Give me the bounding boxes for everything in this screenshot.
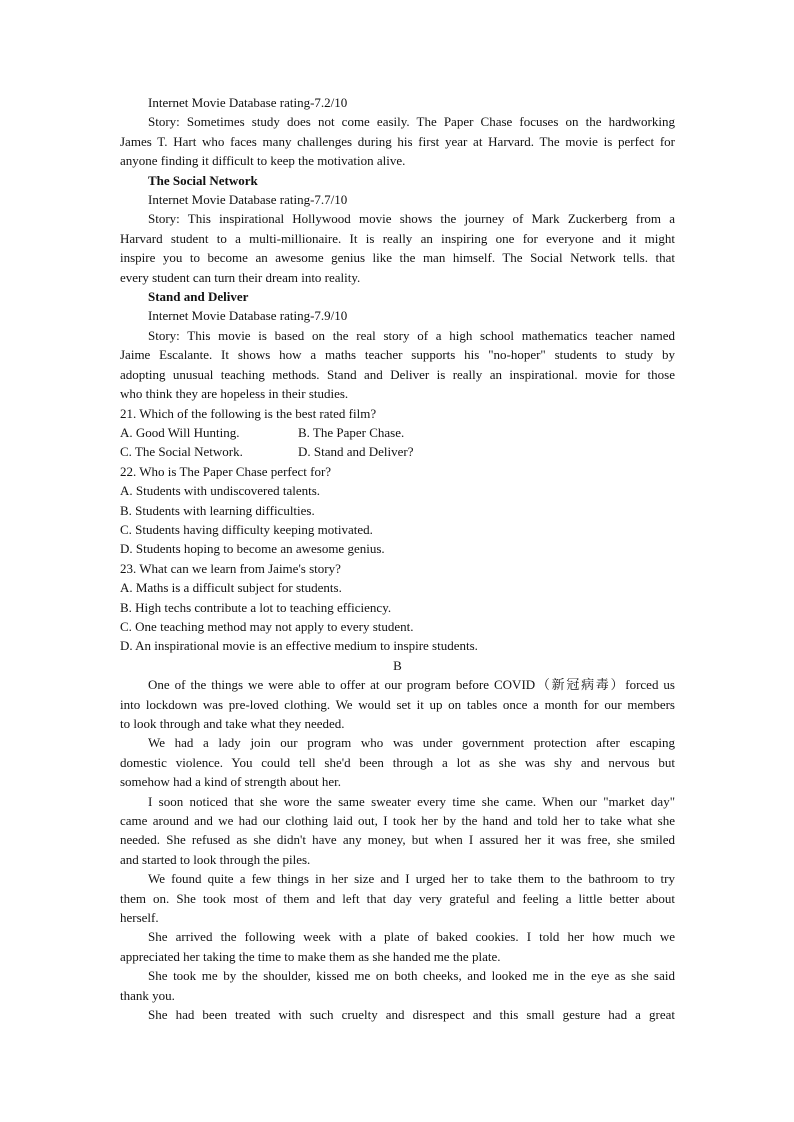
paper-chase-rating: Internet Movie Database rating-7.2/10 [148,95,348,110]
question-22-option-c: C. Students having difficulty keeping motivated. [120,521,373,537]
stand-and-deliver-story-line: Jaime Escalante. It shows how a maths teacher supports his "no-hoper" students to study by [120,347,675,363]
passage-b-line: appreciated her taking the time to make them as she handed me the plate. [120,948,501,964]
question-21-option-c: C. The Social Network. [120,444,243,460]
passage-b-line: We found quite a few things in her size and I urged her to take them to the bathroom to try [148,871,675,887]
question-21-options-row [120,442,675,461]
social-network-story-line: inspire you to become an awesome genius like the man himself. The Social Network tells. that [120,250,675,266]
social-network-story-line: Story: This inspirational Hollywood movie shows the journey of Mark Zuckerberg from a [148,211,675,227]
movie-title-social-network: The Social Network [148,172,258,188]
social-network-story-line: every student can turn their dream into reality. [120,269,361,285]
stand-and-deliver-story-line: Story: This movie is based on the real story of a high school mathematics teacher named [148,327,675,343]
passage-b-line: We had a lady join our program who was under government protection after escaping [148,735,675,751]
question-22-option-d: D. Students hoping to become an awesome genius. [120,541,385,557]
question-23-option-d: D. An inspirational movie is an effective medium to inspire students. [120,638,478,654]
passage-b-line: She had been treated with such cruelty and disrespect and this small gesture had a great [148,1007,675,1023]
passage-b-line: and started to look through the piles. [120,851,311,867]
stand-and-deliver-story-line: who think they are hopeless in their studies. [120,386,349,402]
question-22-option-b: B. Students with learning difficulties. [120,502,315,518]
stand-and-deliver-rating: Internet Movie Database rating-7.9/10 [148,308,348,324]
question-23-option-b: B. High techs contribute a lot to teaching efficiency. [120,599,392,615]
passage-b-line: needed. She refused as she didn't have any money, but when I assured her it was free, she smiled [120,832,675,848]
question-21-options-row [120,423,675,442]
paper-chase-story-line: Story: Sometimes study does not come easily. The Paper Chase focuses on the hardworking [148,114,675,130]
movie-title-stand-and-deliver: Stand and Deliver [148,289,249,305]
stand-and-deliver-story-line: adopting unusual teaching methods. Stand and Deliver is really an inspirational. movie for those [120,366,675,382]
question-23-stem: 23. What can we learn from Jaime's story? [120,560,341,576]
passage-b-line: into lockdown was pre-loved clothing. We would set it up on tables once a month for our members [120,696,675,712]
question-23-option-c: C. One teaching method may not apply to every student. [120,618,414,634]
paper-chase-story-line: James T. Hart who faces many challenges during his first year at Harvard. The movie is perfect for [120,133,675,149]
question-22-stem: 22. Who is The Paper Chase perfect for? [120,463,332,479]
question-21-option-d: D. Stand and Deliver? [298,444,414,460]
question-21-option-a: A. Good Will Hunting. [120,424,240,440]
passage-b-line: them on. She took most of them and left that day very grateful and feeling a little better about [120,890,675,906]
social-network-rating: Internet Movie Database rating-7.7/10 [148,192,348,208]
passage-b-line: came around and we had our clothing laid out, I took her by the hand and told her to take what she [120,813,675,829]
question-21-stem: 21. Which of the following is the best rated film? [120,405,377,421]
passage-b-line: herself. [120,910,159,926]
section-b-heading: B [393,657,402,673]
passage-b-line: One of the things we were able to offer at our program before COVID（新冠病毒）forced us [148,677,675,693]
paper-chase-story-line: anyone finding it difficult to keep the motivation alive. [120,153,406,169]
document-page [120,93,675,1025]
question-21-option-b: B. The Paper Chase. [298,424,405,440]
passage-b-line: She took me by the shoulder, kissed me on both cheeks, and looked me in the eye as she said [148,968,675,984]
passage-b-line: somehow had a kind of strength about her. [120,774,341,790]
question-23-option-a: A. Maths is a difficult subject for students. [120,580,342,596]
passage-b-line: She arrived the following week with a plate of baked cookies. I told her how much we [148,929,675,945]
passage-b-line: I soon noticed that she wore the same sweater every time she came. When our "market day" [148,793,675,809]
passage-b-line: thank you. [120,987,175,1003]
social-network-story-line: Harvard student to a multi-millionaire. It is really an inspiring one for everyone and it might [120,230,675,246]
passage-b-line: to look through and take what they needed. [120,716,345,731]
question-22-option-a: A. Students with undiscovered talents. [120,483,321,499]
passage-b-line: domestic violence. You could tell she'd been through a lot as she was shy and nervous but [120,754,675,770]
